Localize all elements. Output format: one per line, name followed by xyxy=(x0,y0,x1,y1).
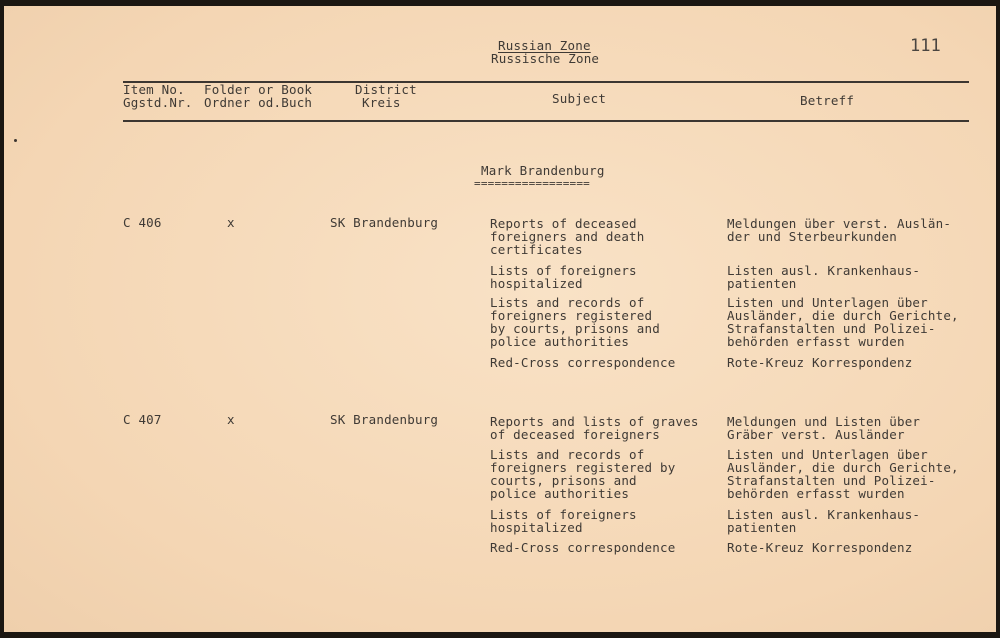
col-district-en: District xyxy=(355,82,417,97)
col-district-de: Kreis xyxy=(362,95,401,110)
entry-folder: x xyxy=(227,215,235,230)
stray-mark xyxy=(14,139,17,142)
entry-subject: Lists of foreigners hospitalized xyxy=(490,263,637,291)
entry-item: C 406 xyxy=(123,215,162,230)
entry-subject: Red-Cross correspondence xyxy=(490,540,676,555)
col-betreff: Betreff xyxy=(800,93,855,108)
col-subject: Subject xyxy=(552,91,607,106)
entry-subject: Reports and lists of graves of deceased foreigners xyxy=(490,414,699,442)
entry-betreff: Meldungen und Listen über Gräber verst. Ausländer xyxy=(727,414,921,442)
entry-betreff: Rote-Kreuz Korrespondenz xyxy=(727,355,913,370)
document-page xyxy=(4,6,996,632)
section-title: Mark Brandenburg xyxy=(481,163,605,178)
entry-betreff: Listen und Unterlagen über Ausländer, die durch Gerichte, Strafanstalten und Polizei- behörden erfasst wurden xyxy=(727,295,959,349)
col-folder-de: Ordner od.Buch xyxy=(204,95,313,110)
entry-betreff: Listen ausl. Krankenhaus- patienten xyxy=(727,507,921,535)
section-underline: ================= xyxy=(474,177,590,190)
entry-district: SK Brandenburg xyxy=(330,215,439,230)
entry-subject: Red-Cross correspondence xyxy=(490,355,676,370)
entry-subject: Lists and records of foreigners registered by courts, prisons and police authorities xyxy=(490,295,660,349)
entry-betreff: Rote-Kreuz Korrespondenz xyxy=(727,540,913,555)
header-bottom-rule xyxy=(123,120,969,122)
entry-subject: Lists of foreigners hospitalized xyxy=(490,507,637,535)
entry-betreff: Meldungen über verst. Auslän- der und Sterbeurkunden xyxy=(727,216,952,244)
col-folder-en: Folder or Book xyxy=(204,82,313,97)
entry-subject: Lists and records of foreigners registered by courts, prisons and police authorities xyxy=(490,447,676,501)
entry-subject: Reports of deceased foreigners and death certificates xyxy=(490,216,645,257)
page-number: 111 xyxy=(910,36,941,56)
entry-betreff: Listen und Unterlagen über Ausländer, die durch Gerichte, Strafanstalten und Polizei- behörden erfasst wurden xyxy=(727,447,959,501)
zone-title-de: Russische Zone xyxy=(491,51,600,66)
col-item-en: Item No. xyxy=(123,82,185,97)
entry-folder: x xyxy=(227,412,235,427)
entry-district: SK Brandenburg xyxy=(330,412,439,427)
col-item-de: Ggstd.Nr. xyxy=(123,95,193,110)
zone-title-en: Russian Zone xyxy=(498,38,591,53)
entry-betreff: Listen ausl. Krankenhaus- patienten xyxy=(727,263,921,291)
entry-item: C 407 xyxy=(123,412,162,427)
